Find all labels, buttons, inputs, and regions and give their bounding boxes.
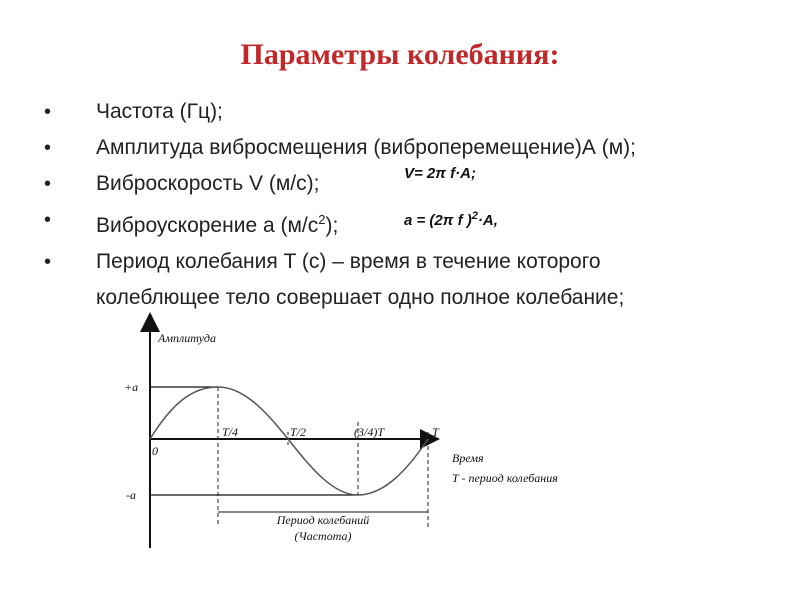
list-item-frequency: • Частота (Гц);: [42, 94, 762, 130]
origin-label: 0: [152, 444, 158, 458]
oscillation-diagram: [118, 312, 598, 552]
tick-label-half: T/2: [290, 425, 307, 439]
acceleration-formula: [404, 210, 498, 229]
x-axis-label: Время: [452, 451, 484, 465]
acceleration-suffix: );: [325, 214, 339, 237]
acceleration-formula-power: 2: [471, 210, 478, 222]
period-note: T - период колебания: [452, 471, 558, 485]
list-item-acceleration: [42, 202, 762, 244]
list-item-period: • Период колебания T (с) – время в течение которого: [42, 244, 762, 280]
plus-a-label: +a: [124, 380, 139, 394]
minus-a-label: -a: [126, 488, 136, 502]
tick-label-three-quarter: (3/4)T: [354, 425, 384, 439]
parameter-list: [42, 94, 762, 316]
period-label: Период колебаний: [276, 513, 370, 527]
tick-label-quarter: T/4: [222, 425, 239, 439]
list-item-velocity: • Виброскорость V (м/с);: [42, 166, 762, 202]
frequency-label: (Частота): [294, 529, 352, 543]
tick-label-period: T: [432, 425, 439, 439]
acceleration-formula-base: a = (2π f ): [404, 212, 472, 229]
list-item-period-continued: колеблющее тело совершает одно полное колебание;: [96, 286, 625, 309]
acceleration-formula-suffix: ·A,: [477, 212, 498, 229]
velocity-formula: V= 2π f·A;: [404, 165, 476, 182]
sine-curve: [150, 387, 428, 495]
slide-title: Параметры колебания:: [240, 38, 560, 71]
list-item-amplitude: • Амплитуда вибросмещения (виброперемещение)А (м);: [42, 130, 762, 166]
acceleration-label: Виброускорение a (м/с: [96, 214, 319, 237]
acceleration-power: 2: [318, 212, 326, 227]
y-axis-label: Амплитуда: [158, 331, 216, 345]
